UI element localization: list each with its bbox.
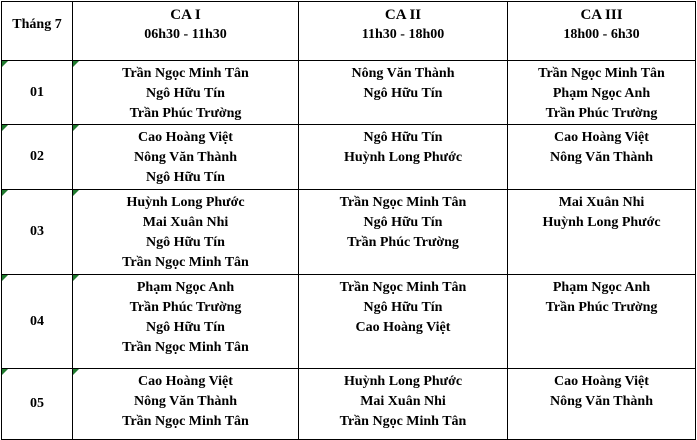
table-row bbox=[2, 190, 696, 275]
staff-name: Trần Phúc Trường bbox=[347, 235, 459, 250]
staff-name: Trần Ngọc Minh Tân bbox=[122, 340, 249, 355]
day-number: 04 bbox=[30, 313, 44, 329]
staff-name: Trần Phúc Trường bbox=[129, 106, 242, 121]
staff-name: Trần Ngọc Minh Tân bbox=[339, 195, 467, 210]
staff-name: Trần Ngọc Minh Tân bbox=[538, 66, 665, 81]
shift-cell-ca1[interactable] bbox=[73, 125, 299, 190]
comment-marker bbox=[2, 125, 8, 131]
day-cell[interactable] bbox=[2, 369, 73, 440]
day-number: 02 bbox=[30, 149, 44, 164]
staff-name: Ngô Hữu Tín bbox=[146, 320, 225, 335]
staff-name: Nông Văn Thành bbox=[550, 394, 653, 409]
staff-name: Nông Văn Thành bbox=[351, 66, 455, 81]
table-row bbox=[2, 369, 696, 440]
staff-name: Trần Ngọc Minh Tân bbox=[122, 414, 249, 429]
staff-name: Cao Hoàng Việt bbox=[355, 320, 451, 335]
comment-marker bbox=[2, 275, 8, 281]
shift-schedule-table bbox=[1, 1, 696, 440]
comment-marker bbox=[73, 190, 79, 196]
shift-cell-ca3[interactable] bbox=[508, 125, 696, 190]
shift-cell-ca3[interactable] bbox=[508, 61, 696, 125]
staff-name: Ngô Hữu Tín bbox=[363, 130, 443, 145]
shift-cell-ca2[interactable] bbox=[299, 61, 508, 125]
shift-cell-ca2[interactable] bbox=[299, 275, 508, 369]
staff-name: Cao Hoàng Việt bbox=[554, 374, 649, 389]
comment-marker bbox=[73, 275, 79, 281]
staff-name: Ngô Hữu Tín bbox=[363, 86, 443, 101]
shift-header-ca1[interactable] bbox=[73, 2, 299, 61]
staff-name: Mai Xuân Nhi bbox=[360, 394, 446, 409]
day-number: 03 bbox=[30, 224, 44, 239]
staff-name: Huỳnh Long Phước bbox=[343, 150, 463, 165]
table-row bbox=[2, 61, 696, 125]
shift-header-ca2[interactable] bbox=[299, 2, 508, 61]
staff-name: Ngô Hữu Tín bbox=[146, 235, 225, 250]
day-number: 01 bbox=[30, 84, 44, 100]
staff-name: Huỳnh Long Phước bbox=[542, 215, 661, 230]
staff-name: Nông Văn Thành bbox=[134, 394, 237, 409]
staff-name: Phạm Ngọc Anh bbox=[552, 280, 651, 295]
staff-name: Nông Văn Thành bbox=[550, 150, 653, 165]
staff-name: Nông Văn Thành bbox=[134, 150, 237, 165]
staff-name: Trần Ngọc Minh Tân bbox=[122, 66, 249, 81]
day-cell[interactable] bbox=[2, 125, 73, 190]
shift-cell-ca1[interactable] bbox=[73, 61, 299, 125]
comment-marker bbox=[2, 61, 8, 67]
header-row bbox=[2, 2, 696, 61]
staff-name: Trần Phúc Trường bbox=[129, 300, 242, 315]
staff-name: Trần Phúc Trường bbox=[545, 300, 658, 315]
staff-name: Cao Hoàng Việt bbox=[138, 130, 233, 145]
staff-name: Ngô Hữu Tín bbox=[146, 170, 225, 185]
staff-name: Trần Ngọc Minh Tân bbox=[339, 414, 467, 429]
shift-time: 18h00 - 6h30 bbox=[563, 27, 640, 42]
staff-name: Ngô Hữu Tín bbox=[146, 86, 225, 101]
staff-name: Phạm Ngọc Anh bbox=[136, 280, 235, 295]
shift-name: CA II bbox=[384, 7, 422, 23]
staff-name: Trần Phúc Trường bbox=[545, 106, 658, 121]
staff-name: Cao Hoàng Việt bbox=[138, 374, 233, 389]
staff-name: Ngô Hữu Tín bbox=[363, 215, 443, 230]
day-number: 05 bbox=[30, 396, 44, 411]
comment-marker bbox=[2, 190, 8, 196]
staff-name: Cao Hoàng Việt bbox=[554, 130, 649, 145]
staff-name: Mai Xuân Nhi bbox=[142, 215, 229, 230]
table-row bbox=[2, 125, 696, 190]
shift-cell-ca2[interactable] bbox=[299, 190, 508, 275]
shift-name: CA I bbox=[170, 7, 201, 23]
comment-marker bbox=[73, 61, 79, 67]
shift-cell-ca3[interactable] bbox=[508, 369, 696, 440]
shift-name: CA III bbox=[580, 7, 623, 23]
shift-time: 11h30 - 18h00 bbox=[361, 27, 445, 42]
shift-cell-ca1[interactable] bbox=[73, 369, 299, 440]
shift-cell-ca1[interactable] bbox=[73, 275, 299, 369]
shift-cell-ca3[interactable] bbox=[508, 190, 696, 275]
staff-name: Huỳnh Long Phước bbox=[343, 374, 463, 389]
staff-name: Phạm Ngọc Anh bbox=[552, 86, 651, 101]
staff-name: Huỳnh Long Phước bbox=[126, 195, 245, 210]
table-row bbox=[2, 275, 696, 369]
day-cell[interactable] bbox=[2, 190, 73, 275]
shift-header-ca3[interactable] bbox=[508, 2, 696, 61]
comment-marker bbox=[2, 369, 8, 375]
staff-name: Ngô Hữu Tín bbox=[363, 300, 443, 315]
day-cell[interactable] bbox=[2, 275, 73, 369]
shift-cell-ca3[interactable] bbox=[508, 275, 696, 369]
comment-marker bbox=[73, 369, 79, 375]
staff-name: Mai Xuân Nhi bbox=[558, 195, 645, 210]
comment-marker bbox=[73, 125, 79, 131]
staff-name: Trần Ngọc Minh Tân bbox=[339, 280, 467, 295]
shift-time: 06h30 - 11h30 bbox=[144, 27, 227, 42]
shift-cell-ca2[interactable] bbox=[299, 369, 508, 440]
shift-cell-ca1[interactable] bbox=[73, 190, 299, 275]
day-cell[interactable] bbox=[2, 61, 73, 125]
shift-cell-ca2[interactable] bbox=[299, 125, 508, 190]
month-header[interactable]: Tháng 7 bbox=[2, 2, 73, 61]
staff-name: Trần Ngọc Minh Tân bbox=[122, 255, 249, 270]
